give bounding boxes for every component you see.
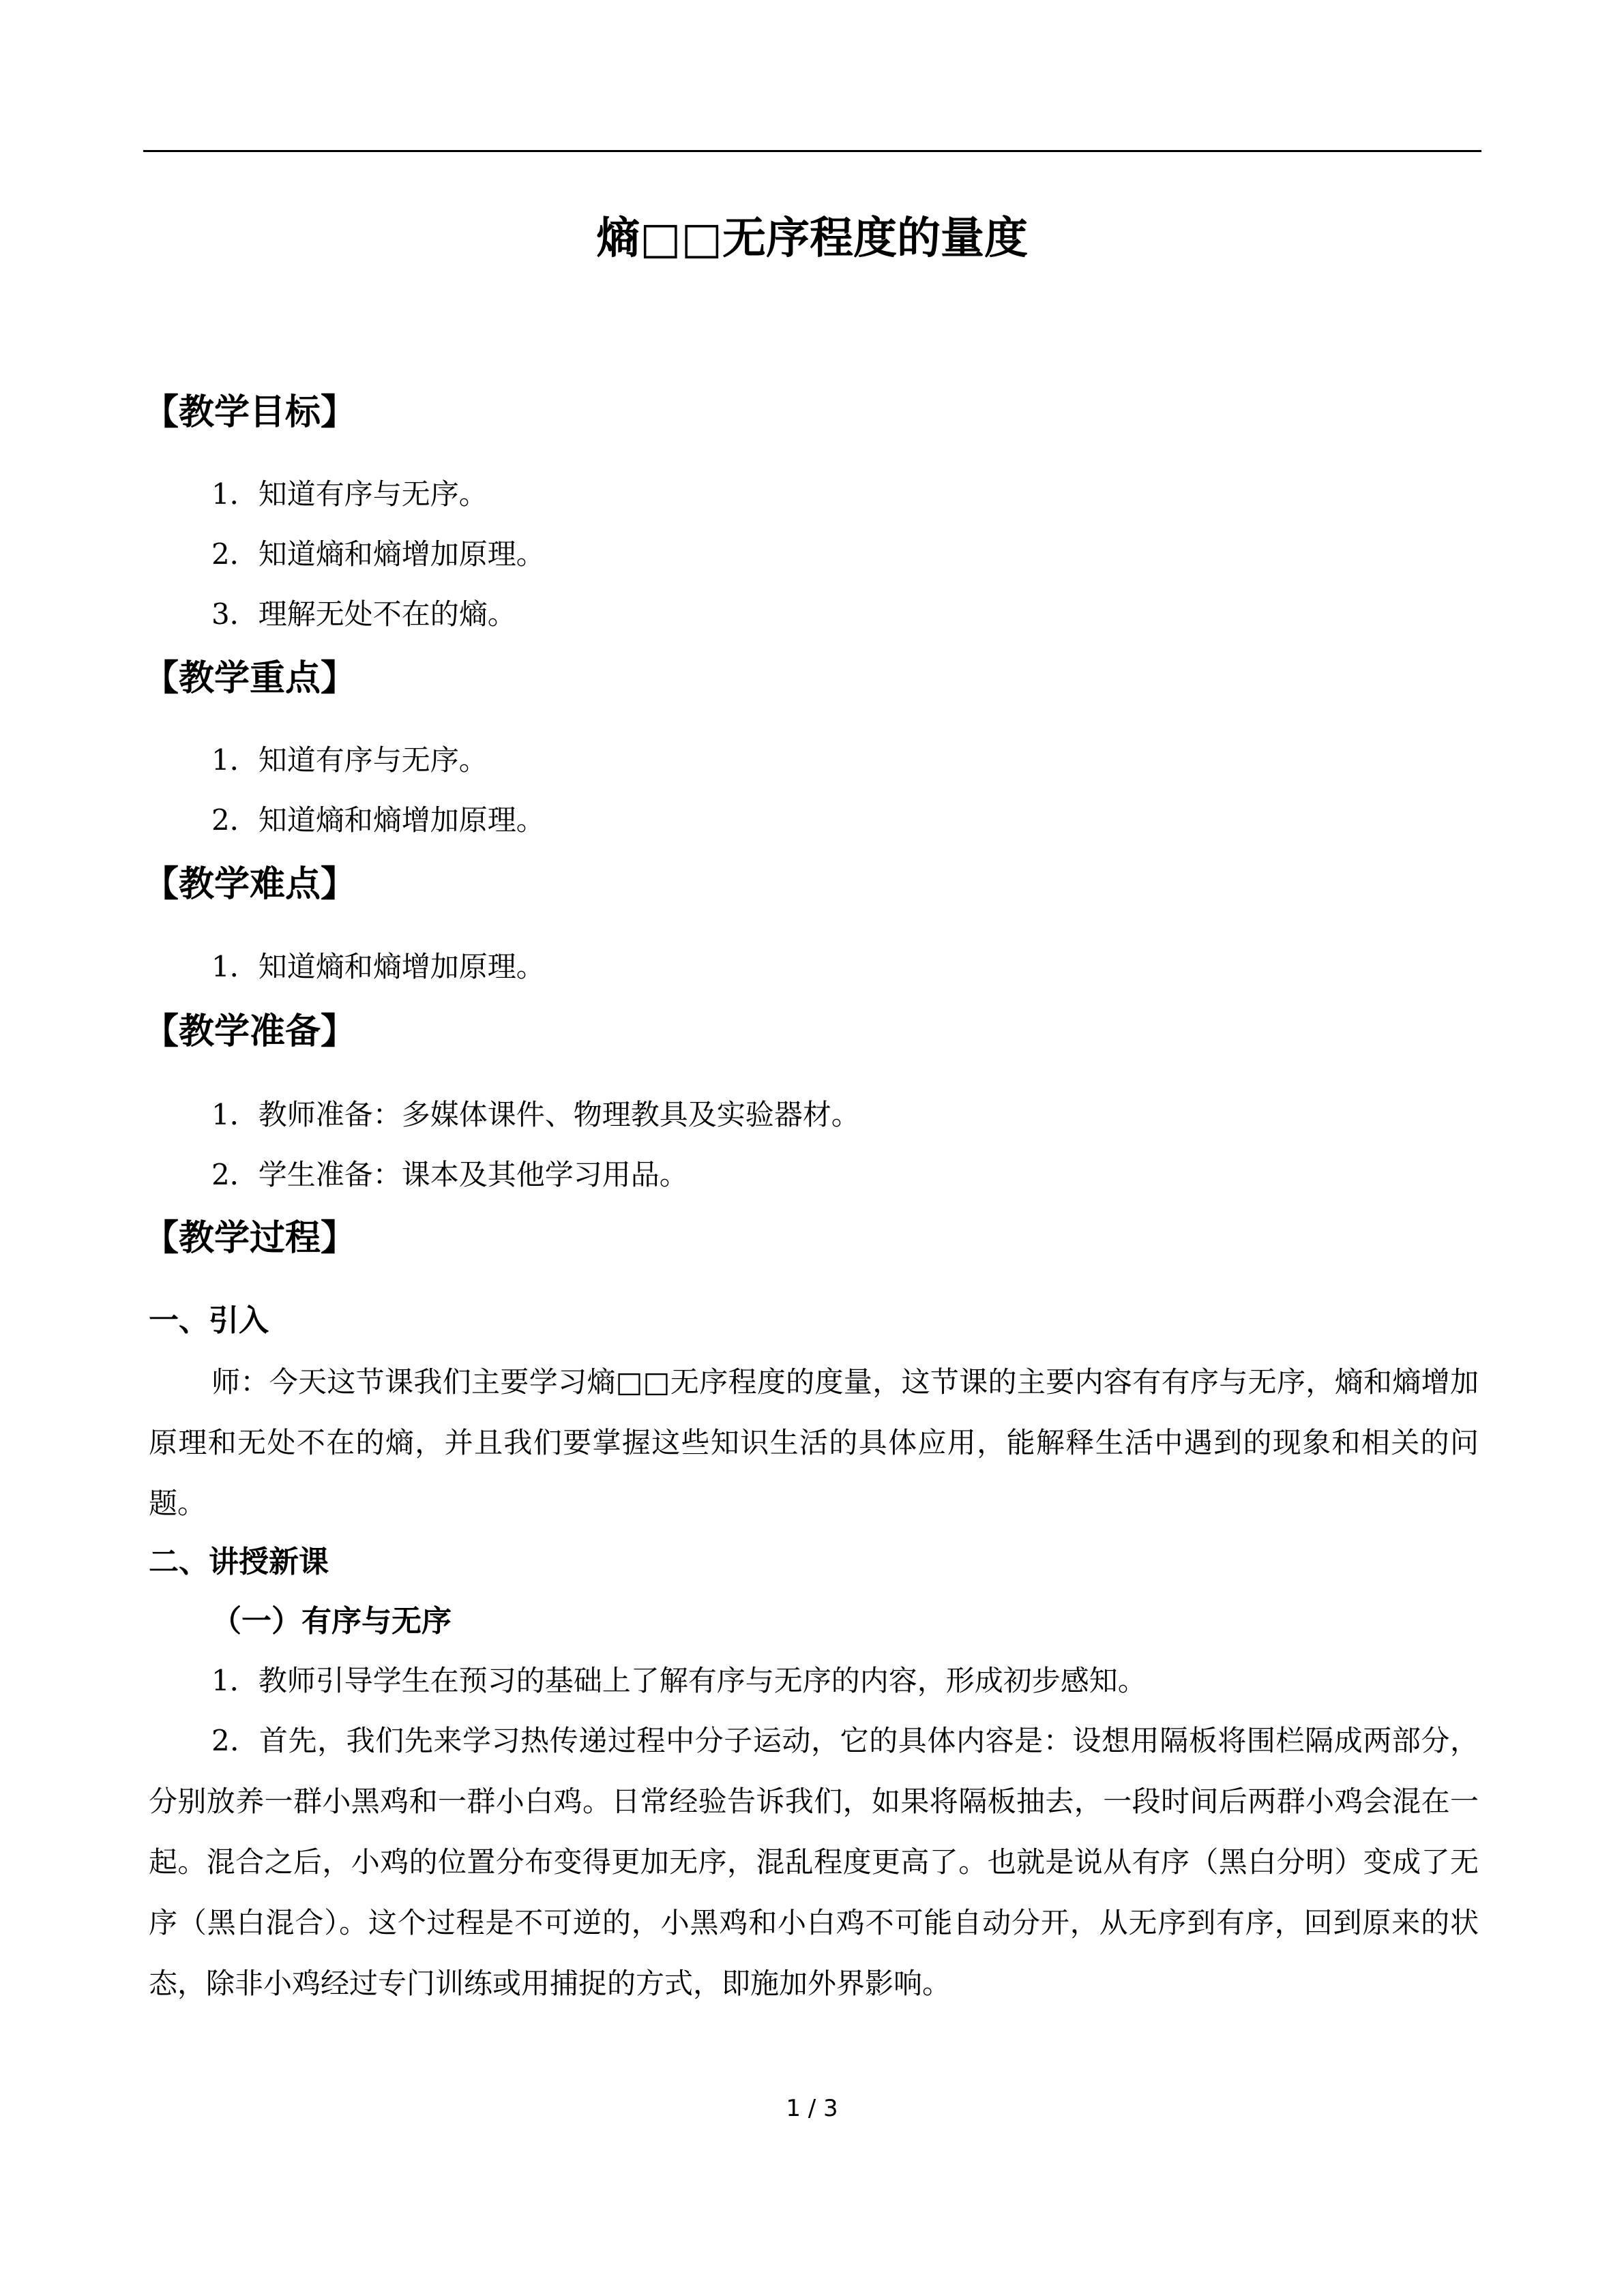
- preparation-item-2: 2．学生准备：课本及其他学习用品。: [211, 1158, 688, 1191]
- heading-key-points: 【教学重点】: [143, 658, 357, 699]
- difficulty-item-1: 1．知道熵和熵增加原理。: [211, 950, 545, 983]
- heading-objectives: 【教学目标】: [143, 392, 357, 433]
- key-point-item-1: 1．知道有序与无序。: [211, 743, 488, 777]
- heading-process: 【教学过程】: [143, 1218, 357, 1259]
- step-1-paragraph: 1．教师引导学生在预习的基础上了解有序与无序的内容，形成初步感知。: [211, 1664, 1147, 1697]
- page-title: 熵□□无序程度的量度: [596, 213, 1028, 264]
- section-introduction-title: 一、引入: [149, 1303, 269, 1338]
- preparation-item-1: 1．教师准备：多媒体课件、物理教具及实验器材。: [211, 1098, 860, 1131]
- objective-item-3: 3．理解无处不在的熵。: [211, 597, 516, 631]
- objective-item-1: 1．知道有序与无序。: [211, 477, 488, 511]
- introduction-paragraph: 师：今天这节课我们主要学习熵□□无序程度的度量，这节课的主要内容有有序与无序，熵和熵增加原理和无处不在的熵，并且我们要掌握这些知识生活的具体应用，能解释生活中遇到的现象和相关的问题。: [149, 1365, 1479, 1520]
- subsection-order-disorder-title: （一）有序与无序: [211, 1604, 452, 1639]
- header-rule: [143, 150, 1481, 152]
- page-number: 1 / 3: [786, 2095, 838, 2122]
- step-2-paragraph: 2．首先，我们先来学习热传递过程中分子运动，它的具体内容是：设想用隔板将围栏隔成两部分，分别放养一群小黑鸡和一群小白鸡。日常经验告诉我们，如果将隔板抽去，一段时间后两群小鸡会混在一起。混合之后，小鸡的位置分布变得更加无序，混乱程度更高了。也就是说从有序（黑白分明）变成了无序（黑白混合）。这个过程是不可逆的，小黑鸡和小白鸡不可能自动分开，从无序到有序，回到原来的状态，除非小鸡经过专门训练或用捕捉的方式，即施加外界影响。: [149, 1724, 1479, 2000]
- objective-item-2: 2．知道熵和熵增加原理。: [211, 537, 545, 571]
- heading-preparation: 【教学准备】: [143, 1011, 357, 1052]
- heading-difficulties: 【教学难点】: [143, 864, 357, 905]
- key-point-item-2: 2．知道熵和熵增加原理。: [211, 803, 545, 837]
- section-new-lesson-title: 二、讲授新课: [149, 1545, 329, 1579]
